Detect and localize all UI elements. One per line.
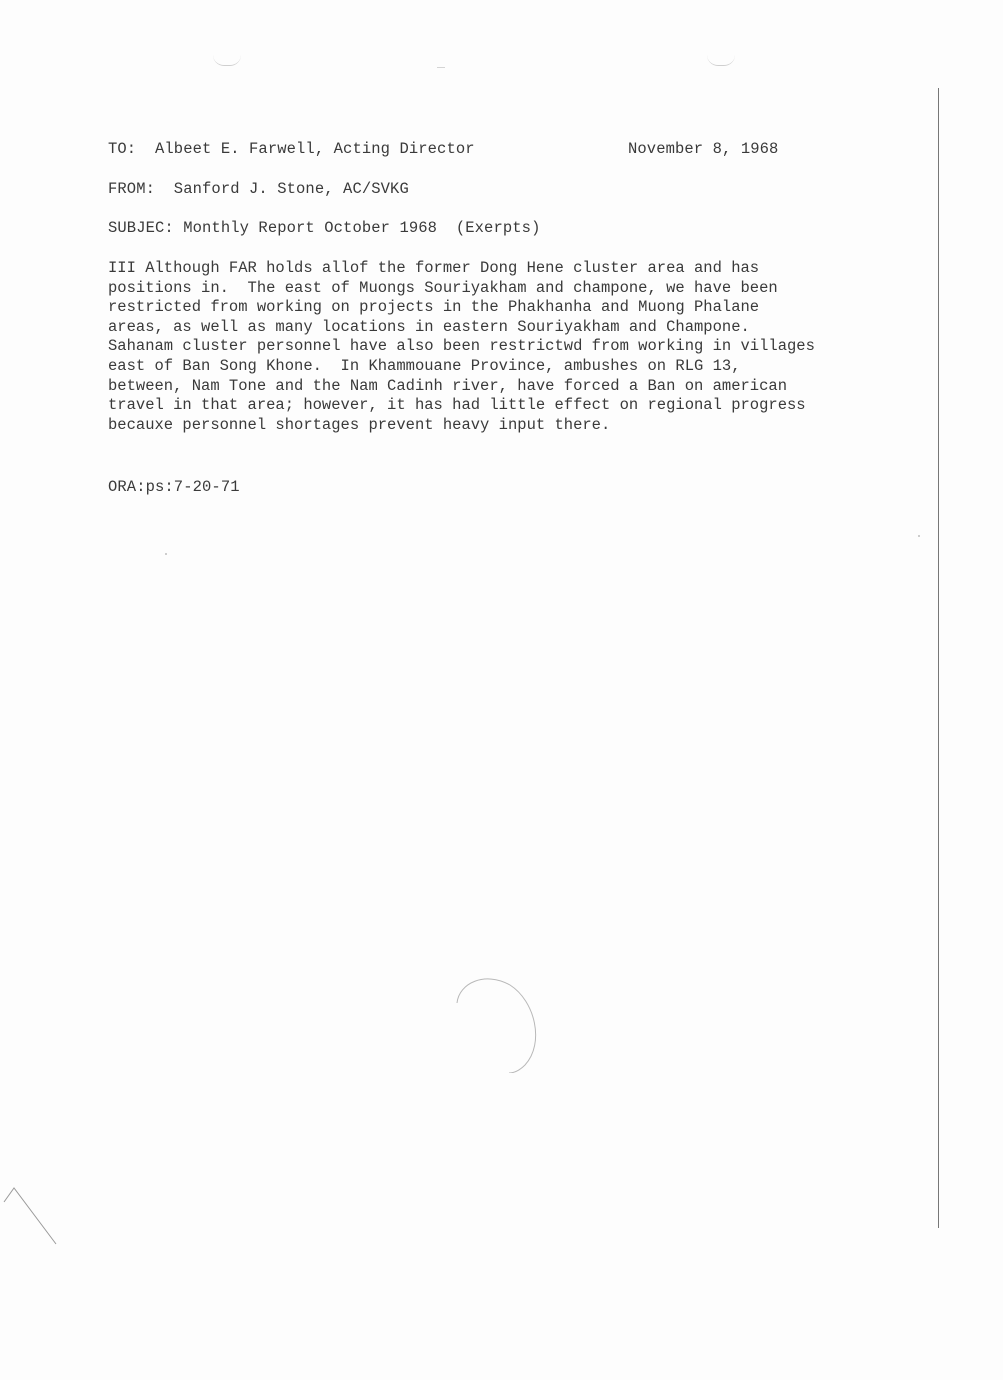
body-line: III Although FAR holds allof the former Dong Hene cluster area and has (108, 259, 760, 277)
body-line: east of Ban Song Khone. In Khammouane Province, ambushes on RLG 13, (108, 356, 741, 375)
memo-date: November 8, 1968 (628, 140, 779, 158)
scan-speck (165, 553, 167, 555)
body-line: Sahanam cluster personnel have also been restrictwd from working in villages (108, 337, 815, 356)
page-edge-line (938, 88, 939, 1228)
punch-hole-mark (213, 55, 241, 66)
body-line: travel in that area; however, it has had little effect on regional progress (108, 396, 806, 415)
body-line: between, Nam Tone and the Nam Cadinh river, have forced a Ban on american (108, 376, 788, 395)
body-line: becauxe personnel shortages prevent heavy input there. (108, 415, 611, 434)
scan-mark (437, 67, 445, 68)
from-line: FROM: Sanford J. Stone, AC/SVKG (108, 180, 409, 198)
body-line: restricted from working on projects in the Phakhanha and Muong Phalane (108, 298, 760, 317)
memo-body (108, 259, 868, 435)
body-line: areas, as well as many locations in eastern Souriyakham and Champone. (108, 317, 750, 336)
punch-hole-mark (707, 55, 735, 66)
scan-speck (918, 535, 920, 537)
body-line: positions in. The east of Muongs Souriyakham and champone, we have been (108, 278, 778, 297)
page-corner-fold (0, 1180, 60, 1250)
paper-crease-arc (455, 973, 539, 1073)
subject-line: SUBJEC: Monthly Report October 1968 (Exerpts) (108, 219, 541, 237)
reference-line: ORA:ps:7-20-71 (108, 478, 240, 496)
to-line: TO: Albeet E. Farwell, Acting Director (108, 140, 475, 158)
